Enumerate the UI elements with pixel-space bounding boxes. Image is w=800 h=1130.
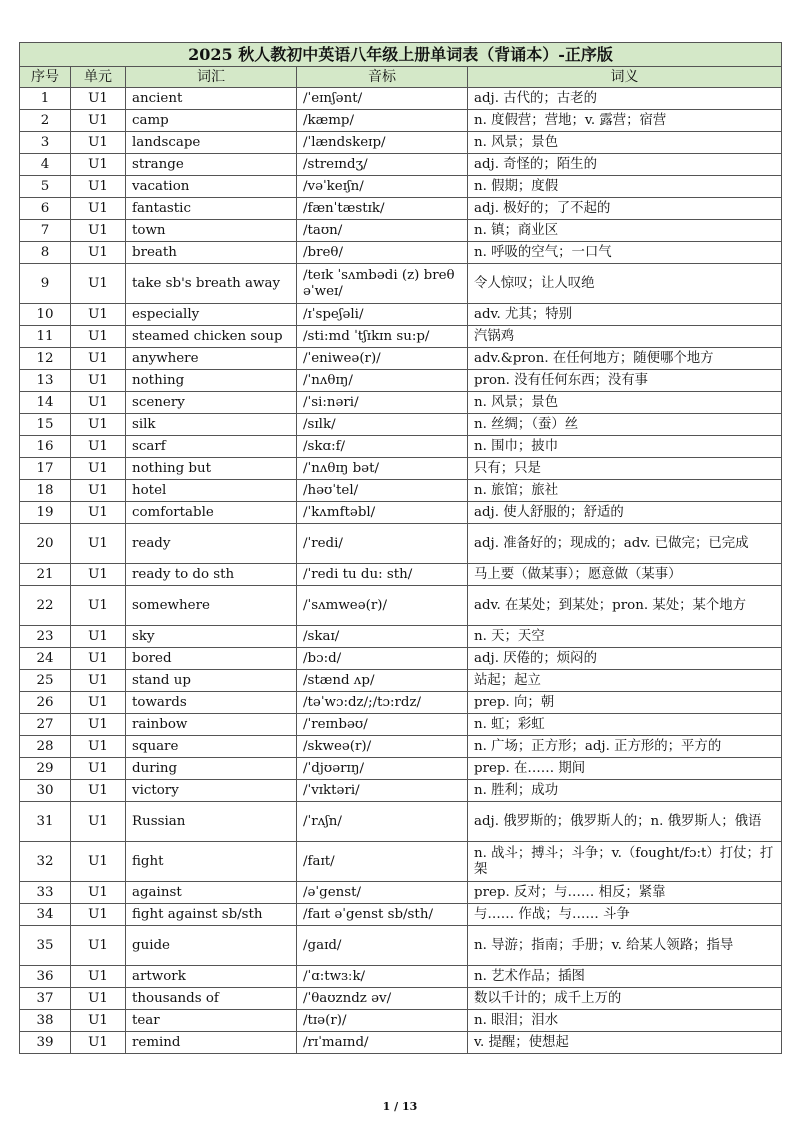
row-meaning: n. 战斗；搏斗；斗争；v.（fought/fɔ:t）打仗；打架 bbox=[468, 842, 782, 882]
row-meaning: 与…… 作战；与…… 斗争 bbox=[468, 904, 782, 926]
row-word: steamed chicken soup bbox=[126, 326, 297, 348]
row-unit: U1 bbox=[71, 564, 126, 586]
row-number: 15 bbox=[20, 414, 71, 436]
table-row bbox=[20, 802, 782, 842]
row-number: 9 bbox=[20, 264, 71, 304]
table-row bbox=[20, 736, 782, 758]
table-row bbox=[20, 220, 782, 242]
table-row bbox=[20, 264, 782, 304]
row-unit: U1 bbox=[71, 88, 126, 110]
row-meaning: adj. 极好的；了不起的 bbox=[468, 198, 782, 220]
row-unit: U1 bbox=[71, 988, 126, 1010]
row-number: 33 bbox=[20, 882, 71, 904]
table-row bbox=[20, 1010, 782, 1032]
row-word: nothing bbox=[126, 370, 297, 392]
table-row bbox=[20, 392, 782, 414]
row-number: 13 bbox=[20, 370, 71, 392]
row-word: anywhere bbox=[126, 348, 297, 370]
row-unit: U1 bbox=[71, 648, 126, 670]
row-word: nothing but bbox=[126, 458, 297, 480]
row-phonetic: /ˈredi/ bbox=[297, 524, 468, 564]
row-unit: U1 bbox=[71, 326, 126, 348]
row-meaning: n. 天；天空 bbox=[468, 626, 782, 648]
table-row bbox=[20, 904, 782, 926]
row-meaning: n. 风景；景色 bbox=[468, 392, 782, 414]
row-phonetic: /skɑ:f/ bbox=[297, 436, 468, 458]
row-word: towards bbox=[126, 692, 297, 714]
row-phonetic: /skaɪ/ bbox=[297, 626, 468, 648]
row-number: 14 bbox=[20, 392, 71, 414]
row-word: rainbow bbox=[126, 714, 297, 736]
table-row bbox=[20, 132, 782, 154]
row-unit: U1 bbox=[71, 458, 126, 480]
row-number: 26 bbox=[20, 692, 71, 714]
row-number: 37 bbox=[20, 988, 71, 1010]
row-phonetic: /ˈθaʊzndz əv/ bbox=[297, 988, 468, 1010]
row-number: 35 bbox=[20, 926, 71, 966]
row-meaning: n. 旅馆；旅社 bbox=[468, 480, 782, 502]
row-unit: U1 bbox=[71, 626, 126, 648]
row-unit: U1 bbox=[71, 586, 126, 626]
row-meaning: n. 度假营；营地；v. 露营；宿营 bbox=[468, 110, 782, 132]
row-phonetic: /ˈeɪnʃənt/ bbox=[297, 88, 468, 110]
row-unit: U1 bbox=[71, 842, 126, 882]
row-number: 34 bbox=[20, 904, 71, 926]
row-number: 7 bbox=[20, 220, 71, 242]
row-unit: U1 bbox=[71, 264, 126, 304]
row-word: silk bbox=[126, 414, 297, 436]
row-phonetic: /faɪt əˈgenst sb/sth/ bbox=[297, 904, 468, 926]
table-row bbox=[20, 714, 782, 736]
row-number: 30 bbox=[20, 780, 71, 802]
row-word: fantastic bbox=[126, 198, 297, 220]
title-row bbox=[20, 43, 782, 67]
vocabulary-sheet bbox=[19, 42, 781, 1054]
row-phonetic: /teɪk ˈsʌmbədi (z) breθ əˈweɪ/ bbox=[297, 264, 468, 304]
row-phonetic: /ˈnʌθɪŋ bət/ bbox=[297, 458, 468, 480]
page-number: 1 / 13 bbox=[382, 1100, 418, 1113]
row-phonetic: /ˈrʌʃn/ bbox=[297, 802, 468, 842]
row-phonetic: /stænd ʌp/ bbox=[297, 670, 468, 692]
row-unit: U1 bbox=[71, 480, 126, 502]
row-number: 21 bbox=[20, 564, 71, 586]
row-phonetic: /həʊˈtel/ bbox=[297, 480, 468, 502]
row-meaning: n. 镇；商业区 bbox=[468, 220, 782, 242]
row-meaning: n. 围巾；披巾 bbox=[468, 436, 782, 458]
row-word: vacation bbox=[126, 176, 297, 198]
row-word: fight bbox=[126, 842, 297, 882]
row-unit: U1 bbox=[71, 904, 126, 926]
table-row bbox=[20, 670, 782, 692]
row-number: 20 bbox=[20, 524, 71, 564]
row-phonetic: /əˈgenst/ bbox=[297, 882, 468, 904]
row-word: camp bbox=[126, 110, 297, 132]
row-phonetic: /breθ/ bbox=[297, 242, 468, 264]
table-row bbox=[20, 926, 782, 966]
row-meaning: n. 导游；指南；手册；v. 给某人领路；指导 bbox=[468, 926, 782, 966]
table-row bbox=[20, 882, 782, 904]
row-meaning: n. 假期；度假 bbox=[468, 176, 782, 198]
table-row bbox=[20, 988, 782, 1010]
row-meaning: pron. 没有任何东西；没有事 bbox=[468, 370, 782, 392]
row-number: 17 bbox=[20, 458, 71, 480]
row-meaning: adj. 俄罗斯的；俄罗斯人的；n. 俄罗斯人；俄语 bbox=[468, 802, 782, 842]
table-row bbox=[20, 780, 782, 802]
row-unit: U1 bbox=[71, 1010, 126, 1032]
row-number: 18 bbox=[20, 480, 71, 502]
row-meaning: adv. 在某处；到某处；pron. 某处；某个地方 bbox=[468, 586, 782, 626]
row-word: comfortable bbox=[126, 502, 297, 524]
row-unit: U1 bbox=[71, 176, 126, 198]
row-meaning: n. 虹；彩虹 bbox=[468, 714, 782, 736]
row-number: 12 bbox=[20, 348, 71, 370]
row-meaning: adv. 尤其；特别 bbox=[468, 304, 782, 326]
row-word: tear bbox=[126, 1010, 297, 1032]
row-number: 27 bbox=[20, 714, 71, 736]
table-row bbox=[20, 436, 782, 458]
row-meaning: n. 艺术作品；插图 bbox=[468, 966, 782, 988]
row-meaning: adv.&pron. 在任何地方；随便哪个地方 bbox=[468, 348, 782, 370]
row-meaning: adj. 古代的；古老的 bbox=[468, 88, 782, 110]
header-phonetic: 音标 bbox=[297, 67, 468, 88]
row-word: stand up bbox=[126, 670, 297, 692]
row-meaning: n. 风景；景色 bbox=[468, 132, 782, 154]
row-number: 1 bbox=[20, 88, 71, 110]
row-phonetic: /taʊn/ bbox=[297, 220, 468, 242]
row-phonetic: /sti:md ˈtʃɪkɪn su:p/ bbox=[297, 326, 468, 348]
row-number: 5 bbox=[20, 176, 71, 198]
row-meaning: v. 提醒；使想起 bbox=[468, 1032, 782, 1054]
row-word: square bbox=[126, 736, 297, 758]
table-row bbox=[20, 758, 782, 780]
table-row bbox=[20, 458, 782, 480]
row-word: ancient bbox=[126, 88, 297, 110]
row-word: during bbox=[126, 758, 297, 780]
table-row bbox=[20, 304, 782, 326]
table-row bbox=[20, 88, 782, 110]
table-row bbox=[20, 110, 782, 132]
row-meaning: 马上要（做某事）；愿意做（某事） bbox=[468, 564, 782, 586]
vocabulary-table bbox=[19, 42, 782, 1054]
row-number: 11 bbox=[20, 326, 71, 348]
row-meaning: 站起；起立 bbox=[468, 670, 782, 692]
row-unit: U1 bbox=[71, 670, 126, 692]
row-word: landscape bbox=[126, 132, 297, 154]
row-number: 3 bbox=[20, 132, 71, 154]
row-word: Russian bbox=[126, 802, 297, 842]
row-unit: U1 bbox=[71, 392, 126, 414]
row-phonetic: /streɪndʒ/ bbox=[297, 154, 468, 176]
row-unit: U1 bbox=[71, 692, 126, 714]
row-phonetic: /ˈnʌθɪŋ/ bbox=[297, 370, 468, 392]
row-number: 16 bbox=[20, 436, 71, 458]
row-meaning: n. 丝绸；（蚕）丝 bbox=[468, 414, 782, 436]
row-unit: U1 bbox=[71, 436, 126, 458]
row-meaning: n. 胜利；成功 bbox=[468, 780, 782, 802]
header-row bbox=[20, 67, 782, 88]
row-word: scarf bbox=[126, 436, 297, 458]
row-phonetic: /skweə(r)/ bbox=[297, 736, 468, 758]
row-number: 24 bbox=[20, 648, 71, 670]
table-row bbox=[20, 242, 782, 264]
header-unit: 单元 bbox=[71, 67, 126, 88]
table-row bbox=[20, 480, 782, 502]
row-meaning: adj. 准备好的；现成的；adv. 已做完；已完成 bbox=[468, 524, 782, 564]
row-word: somewhere bbox=[126, 586, 297, 626]
row-meaning: 数以千计的；成千上万的 bbox=[468, 988, 782, 1010]
row-phonetic: /ˈkʌmftəbl/ bbox=[297, 502, 468, 524]
row-meaning: adj. 厌倦的；烦闷的 bbox=[468, 648, 782, 670]
row-meaning: adj. 奇怪的；陌生的 bbox=[468, 154, 782, 176]
row-phonetic: /ˈsi:nəri/ bbox=[297, 392, 468, 414]
row-phonetic: /təˈwɔ:dz/;/tɔ:rdz/ bbox=[297, 692, 468, 714]
row-phonetic: /bɔ:d/ bbox=[297, 648, 468, 670]
row-unit: U1 bbox=[71, 736, 126, 758]
row-meaning: n. 眼泪；泪水 bbox=[468, 1010, 782, 1032]
table-row bbox=[20, 176, 782, 198]
row-number: 8 bbox=[20, 242, 71, 264]
row-unit: U1 bbox=[71, 926, 126, 966]
row-word: victory bbox=[126, 780, 297, 802]
header-meaning: 词义 bbox=[468, 67, 782, 88]
page-title: 2025 秋人教初中英语八年级上册单词表（背诵本）-正序版 bbox=[20, 43, 782, 67]
table-row bbox=[20, 154, 782, 176]
row-unit: U1 bbox=[71, 414, 126, 436]
row-meaning: 令人惊叹；让人叹绝 bbox=[468, 264, 782, 304]
row-number: 28 bbox=[20, 736, 71, 758]
row-word: remind bbox=[126, 1032, 297, 1054]
row-unit: U1 bbox=[71, 198, 126, 220]
row-number: 39 bbox=[20, 1032, 71, 1054]
row-word: against bbox=[126, 882, 297, 904]
row-meaning: prep. 在…… 期间 bbox=[468, 758, 782, 780]
row-phonetic: /faɪt/ bbox=[297, 842, 468, 882]
row-phonetic: /ˈɑ:twɜːk/ bbox=[297, 966, 468, 988]
row-unit: U1 bbox=[71, 110, 126, 132]
table-row bbox=[20, 326, 782, 348]
row-number: 23 bbox=[20, 626, 71, 648]
row-number: 10 bbox=[20, 304, 71, 326]
row-word: strange bbox=[126, 154, 297, 176]
table-row bbox=[20, 524, 782, 564]
row-unit: U1 bbox=[71, 758, 126, 780]
row-unit: U1 bbox=[71, 1032, 126, 1054]
table-row bbox=[20, 966, 782, 988]
row-phonetic: /ˈdjʊərɪŋ/ bbox=[297, 758, 468, 780]
row-meaning: 只有；只是 bbox=[468, 458, 782, 480]
header-no: 序号 bbox=[20, 67, 71, 88]
row-unit: U1 bbox=[71, 242, 126, 264]
row-unit: U1 bbox=[71, 304, 126, 326]
row-unit: U1 bbox=[71, 348, 126, 370]
row-phonetic: /ˈreɪnbəʊ/ bbox=[297, 714, 468, 736]
row-phonetic: /tɪə(r)/ bbox=[297, 1010, 468, 1032]
row-phonetic: /ˈsʌmweə(r)/ bbox=[297, 586, 468, 626]
row-word: artwork bbox=[126, 966, 297, 988]
row-phonetic: /vəˈkeɪʃn/ bbox=[297, 176, 468, 198]
row-word: ready to do sth bbox=[126, 564, 297, 586]
row-unit: U1 bbox=[71, 966, 126, 988]
row-word: breath bbox=[126, 242, 297, 264]
row-word: scenery bbox=[126, 392, 297, 414]
row-phonetic: /ˈlændskeɪp/ bbox=[297, 132, 468, 154]
row-number: 36 bbox=[20, 966, 71, 988]
row-phonetic: /gaɪd/ bbox=[297, 926, 468, 966]
row-meaning: prep. 向；朝 bbox=[468, 692, 782, 714]
table-row bbox=[20, 1032, 782, 1054]
header-word: 词汇 bbox=[126, 67, 297, 88]
table-row bbox=[20, 692, 782, 714]
row-unit: U1 bbox=[71, 154, 126, 176]
table-row bbox=[20, 564, 782, 586]
row-meaning: 汽锅鸡 bbox=[468, 326, 782, 348]
row-phonetic: /kæmp/ bbox=[297, 110, 468, 132]
row-number: 25 bbox=[20, 670, 71, 692]
table-row bbox=[20, 414, 782, 436]
row-number: 38 bbox=[20, 1010, 71, 1032]
row-phonetic: /ˈeniweə(r)/ bbox=[297, 348, 468, 370]
table-row bbox=[20, 842, 782, 882]
table-row bbox=[20, 348, 782, 370]
row-number: 19 bbox=[20, 502, 71, 524]
row-number: 29 bbox=[20, 758, 71, 780]
row-phonetic: /ˈredi tu du: sth/ bbox=[297, 564, 468, 586]
row-phonetic: /fænˈtæstɪk/ bbox=[297, 198, 468, 220]
table-row bbox=[20, 370, 782, 392]
row-number: 4 bbox=[20, 154, 71, 176]
row-word: ready bbox=[126, 524, 297, 564]
row-unit: U1 bbox=[71, 802, 126, 842]
row-number: 32 bbox=[20, 842, 71, 882]
row-word: guide bbox=[126, 926, 297, 966]
row-phonetic: /ˈvɪktəri/ bbox=[297, 780, 468, 802]
row-word: take sb's breath away bbox=[126, 264, 297, 304]
row-word: town bbox=[126, 220, 297, 242]
row-meaning: n. 呼吸的空气；一口气 bbox=[468, 242, 782, 264]
table-row bbox=[20, 626, 782, 648]
table-row bbox=[20, 648, 782, 670]
row-word: bored bbox=[126, 648, 297, 670]
row-unit: U1 bbox=[71, 714, 126, 736]
row-meaning: n. 广场；正方形；adj. 正方形的；平方的 bbox=[468, 736, 782, 758]
row-number: 22 bbox=[20, 586, 71, 626]
row-unit: U1 bbox=[71, 370, 126, 392]
row-unit: U1 bbox=[71, 502, 126, 524]
row-word: fight against sb/sth bbox=[126, 904, 297, 926]
row-word: especially bbox=[126, 304, 297, 326]
row-meaning: prep. 反对；与…… 相反；紧靠 bbox=[468, 882, 782, 904]
row-unit: U1 bbox=[71, 524, 126, 564]
row-phonetic: /sɪlk/ bbox=[297, 414, 468, 436]
row-phonetic: /rɪˈmaɪnd/ bbox=[297, 1032, 468, 1054]
row-word: thousands of bbox=[126, 988, 297, 1010]
table-row bbox=[20, 502, 782, 524]
row-phonetic: /ɪˈspeʃəli/ bbox=[297, 304, 468, 326]
row-number: 2 bbox=[20, 110, 71, 132]
row-unit: U1 bbox=[71, 882, 126, 904]
row-number: 31 bbox=[20, 802, 71, 842]
row-meaning: adj. 使人舒服的；舒适的 bbox=[468, 502, 782, 524]
row-unit: U1 bbox=[71, 220, 126, 242]
table-row bbox=[20, 586, 782, 626]
row-unit: U1 bbox=[71, 780, 126, 802]
row-number: 6 bbox=[20, 198, 71, 220]
row-word: hotel bbox=[126, 480, 297, 502]
row-word: sky bbox=[126, 626, 297, 648]
table-row bbox=[20, 198, 782, 220]
row-unit: U1 bbox=[71, 132, 126, 154]
